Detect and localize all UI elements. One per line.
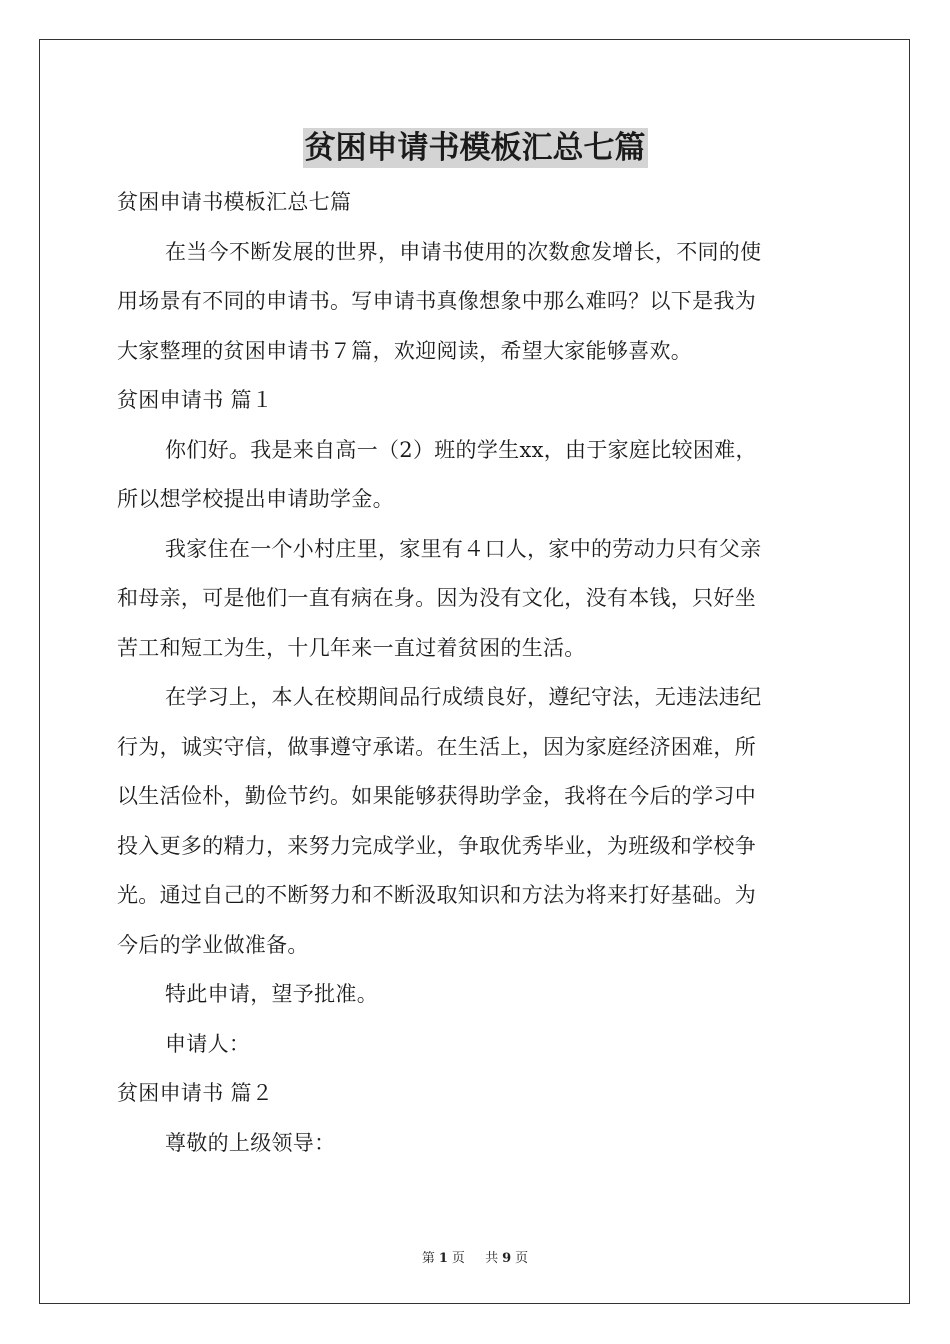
page-number [418, 1251, 469, 1266]
text-line: 光。通过自己的不断努力和不断汲取知识和方法为将来打好基础。为 [117, 883, 756, 907]
text-line: 特此申请，望予批准。 [165, 982, 378, 1006]
text-line: 和母亲，可是他们一直有病在身。因为没有文化，没有本钱，只好坐 [117, 586, 756, 610]
document-title: 贫困申请书模板汇总七篇 [304, 130, 646, 166]
total-unit: 页 [515, 1251, 529, 1266]
text-line: 在当今不断发展的世界，申请书使用的次数愈发增长，不同的使 [165, 239, 762, 264]
total-prefix: 共 [485, 1251, 499, 1266]
document-body [117, 178, 833, 1168]
text-line: 以生活俭朴，勤俭节约。如果能够获得助学金，我将在今后的学习中 [117, 784, 756, 808]
text-line: 苦工和短工为生，十几年来一直过着贫困的生活。 [117, 635, 586, 660]
text-line: 你们好。我是来自高一（2）班的学生xx，由于家庭比较困难， [165, 437, 757, 462]
page-current: 1 [438, 1251, 448, 1266]
text-line: 投入更多的精力，来努力完成学业，争取优秀毕业，为班级和学校争 [117, 833, 756, 858]
page-total-count: 9 [502, 1251, 512, 1266]
text-line: 行为，诚实守信，做事遵守承诺。在生活上，因为家庭经济困难，所 [117, 734, 756, 759]
text-line: 我家住在一个小村庄里，家里有４口人，家中的劳动力只有父亲 [165, 536, 762, 561]
text-line: 尊敬的上级领导： [165, 1130, 336, 1155]
page-unit: 页 [451, 1251, 465, 1266]
page-footer [0, 1247, 950, 1266]
page-prefix: 第 [421, 1251, 435, 1266]
text-line: 大家整理的贫困申请书７篇，欢迎阅读，希望大家能够喜欢。 [117, 338, 693, 363]
text-line: 申请人： [165, 1031, 251, 1056]
text-line: 贫困申请书 篇２ [117, 1081, 274, 1105]
text-line: 所以想学校提出申请助学金。 [117, 487, 394, 511]
text-line: 贫困申请书 篇１ [117, 388, 274, 412]
text-line: 在学习上，本人在校期间品行成绩良好，遵纪守法，无违法违纪 [165, 685, 762, 709]
text-line: 今后的学业做准备。 [117, 932, 309, 957]
text-line: 用场景有不同的申请书。写申请书真像想象中那么难吗？以下是我为 [117, 289, 756, 313]
text-line: 贫困申请书模板汇总七篇 [117, 190, 352, 214]
title-wrap [0, 128, 950, 168]
page-total [481, 1251, 532, 1266]
